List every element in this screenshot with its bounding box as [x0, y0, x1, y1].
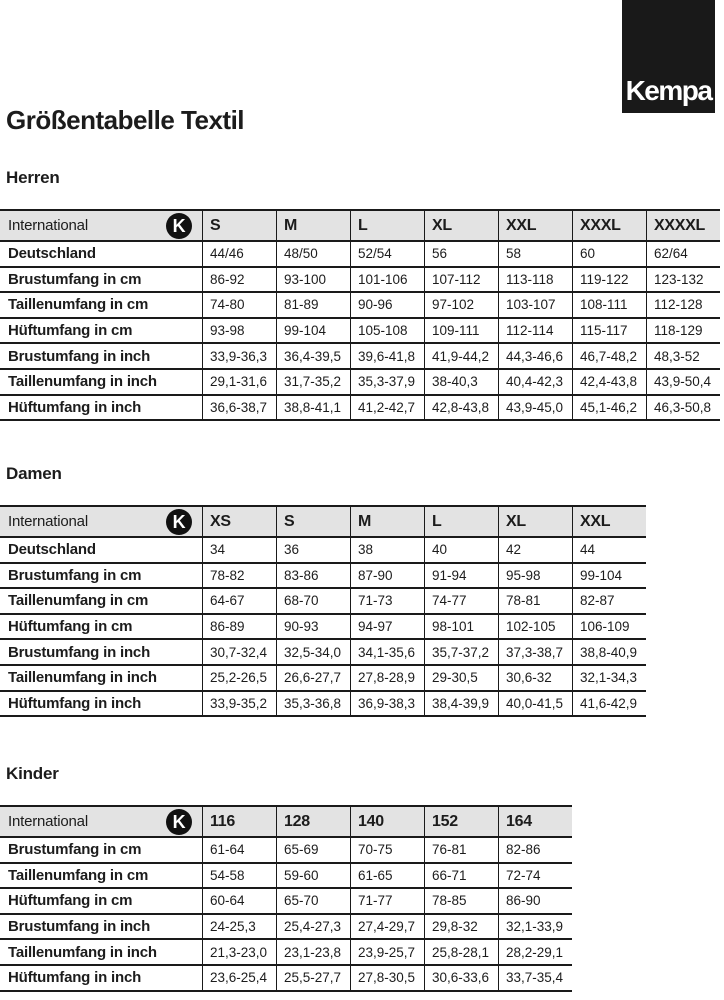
- corner-label: International: [8, 217, 88, 234]
- size-value-cell: 23,1-23,8: [276, 940, 350, 964]
- size-value-cell: 44/46: [202, 242, 276, 266]
- size-value-cell: 29,1-31,6: [202, 370, 276, 394]
- size-value-cell: 64-67: [202, 589, 276, 613]
- kempa-logo: [622, 0, 715, 113]
- size-value-cell: 56: [424, 242, 498, 266]
- size-table: [0, 209, 720, 421]
- size-value-cell: 46,7-48,2: [572, 344, 646, 368]
- size-column-header: L: [350, 211, 424, 240]
- size-column-header: M: [350, 507, 424, 536]
- size-value-cell: 78-85: [424, 889, 498, 913]
- size-column-header: XXXXL: [646, 211, 720, 240]
- size-value-cell: 99-104: [276, 319, 350, 343]
- size-value-cell: 107-112: [424, 268, 498, 292]
- table-row: [0, 564, 646, 590]
- size-value-cell: 41,2-42,7: [350, 396, 424, 420]
- size-value-cell: 71-77: [350, 889, 424, 913]
- row-label: Hüftumfang in inch: [8, 398, 142, 416]
- row-label: Hüftumfang in inch: [8, 969, 142, 987]
- size-value-cell: 65-70: [276, 889, 350, 913]
- table-row: [0, 370, 720, 396]
- size-value-cell: 40: [424, 538, 498, 562]
- section-heading: Kinder: [6, 764, 59, 783]
- size-value-cell: 25,2-26,5: [202, 666, 276, 690]
- kempa-k-badge-icon: K: [166, 809, 192, 835]
- size-table: [0, 805, 572, 992]
- table-row: [0, 640, 646, 666]
- row-label: Hüftumfang in cm: [8, 618, 133, 636]
- size-value-cell: 35,3-36,8: [276, 692, 350, 716]
- row-label: Taillenumfang in inch: [8, 943, 157, 961]
- size-value-cell: 42,8-43,8: [424, 396, 498, 420]
- size-value-cell: 44,3-46,6: [498, 344, 572, 368]
- size-value-cell: 44: [572, 538, 646, 562]
- row-label: Deutschland: [8, 245, 96, 263]
- size-column-header: XS: [202, 507, 276, 536]
- size-value-cell: 41,9-44,2: [424, 344, 498, 368]
- size-value-cell: 36,6-38,7: [202, 396, 276, 420]
- table-row: [0, 344, 720, 370]
- size-value-cell: 81-89: [276, 293, 350, 317]
- table-header-row: [0, 507, 646, 538]
- size-column-header: 116: [202, 807, 276, 836]
- table-header-row: [0, 807, 572, 838]
- size-value-cell: 74-80: [202, 293, 276, 317]
- size-value-cell: 106-109: [572, 615, 646, 639]
- size-column-header: XXL: [572, 507, 646, 536]
- size-value-cell: 30,6-33,6: [424, 966, 498, 990]
- size-value-cell: 32,1-34,3: [572, 666, 646, 690]
- size-value-cell: 83-86: [276, 564, 350, 588]
- size-value-cell: 101-106: [350, 268, 424, 292]
- size-value-cell: 25,5-27,7: [276, 966, 350, 990]
- row-label: Taillenumfang in inch: [8, 669, 157, 687]
- table-row: [0, 319, 720, 345]
- size-column-header: 140: [350, 807, 424, 836]
- table-row: [0, 396, 720, 422]
- row-label: Hüftumfang in inch: [8, 694, 142, 712]
- size-value-cell: 30,6-32: [498, 666, 572, 690]
- size-column-header: XL: [424, 211, 498, 240]
- size-value-cell: 38,8-40,9: [572, 640, 646, 664]
- size-value-cell: 40,4-42,3: [498, 370, 572, 394]
- table-row: [0, 838, 572, 864]
- size-value-cell: 65-69: [276, 838, 350, 862]
- size-value-cell: 61-64: [202, 838, 276, 862]
- table-row: [0, 889, 572, 915]
- row-label: Brustumfang in cm: [8, 270, 142, 288]
- size-value-cell: 86-90: [498, 889, 572, 913]
- size-value-cell: 60: [572, 242, 646, 266]
- size-value-cell: 82-86: [498, 838, 572, 862]
- size-value-cell: 93-98: [202, 319, 276, 343]
- corner-cell: [0, 211, 202, 240]
- row-label: Brustumfang in inch: [8, 918, 151, 936]
- size-value-cell: 71-73: [350, 589, 424, 613]
- size-value-cell: 62/64: [646, 242, 720, 266]
- corner-cell: [0, 507, 202, 536]
- table-row: [0, 615, 646, 641]
- section-kinder: [0, 764, 572, 992]
- size-value-cell: 66-71: [424, 864, 498, 888]
- size-value-cell: 21,3-23,0: [202, 940, 276, 964]
- page-title: Größentabelle Textil: [6, 105, 245, 135]
- size-value-cell: 30,7-32,4: [202, 640, 276, 664]
- table-row: [0, 242, 720, 268]
- size-value-cell: 91-94: [424, 564, 498, 588]
- table-header-row: [0, 211, 720, 242]
- section-heading: Herren: [6, 168, 60, 187]
- size-value-cell: 32,5-34,0: [276, 640, 350, 664]
- table-row: [0, 940, 572, 966]
- table-row: [0, 864, 572, 890]
- size-value-cell: 76-81: [424, 838, 498, 862]
- size-value-cell: 78-82: [202, 564, 276, 588]
- size-value-cell: 35,3-37,9: [350, 370, 424, 394]
- size-value-cell: 54-58: [202, 864, 276, 888]
- size-value-cell: 33,9-35,2: [202, 692, 276, 716]
- size-value-cell: 87-90: [350, 564, 424, 588]
- corner-label: International: [8, 813, 88, 830]
- table-row: [0, 538, 646, 564]
- size-value-cell: 36,9-38,3: [350, 692, 424, 716]
- kempa-k-badge-icon: K: [166, 509, 192, 535]
- section-herren: [0, 168, 720, 421]
- size-value-cell: 25,4-27,3: [276, 915, 350, 939]
- size-value-cell: 38-40,3: [424, 370, 498, 394]
- size-value-cell: 82-87: [572, 589, 646, 613]
- size-column-header: 128: [276, 807, 350, 836]
- row-label: Taillenumfang in inch: [8, 373, 157, 391]
- row-label: Taillenumfang in cm: [8, 592, 149, 610]
- size-value-cell: 105-108: [350, 319, 424, 343]
- size-column-header: L: [424, 507, 498, 536]
- size-value-cell: 109-111: [424, 319, 498, 343]
- size-value-cell: 112-128: [646, 293, 720, 317]
- size-value-cell: 60-64: [202, 889, 276, 913]
- size-value-cell: 78-81: [498, 589, 572, 613]
- size-value-cell: 46,3-50,8: [646, 396, 720, 420]
- size-value-cell: 45,1-46,2: [572, 396, 646, 420]
- size-value-cell: 36,4-39,5: [276, 344, 350, 368]
- corner-cell: [0, 807, 202, 836]
- size-value-cell: 59-60: [276, 864, 350, 888]
- size-value-cell: 108-111: [572, 293, 646, 317]
- size-column-header: XL: [498, 507, 572, 536]
- size-value-cell: 27,8-30,5: [350, 966, 424, 990]
- size-column-header: S: [202, 211, 276, 240]
- size-value-cell: 43,9-50,4: [646, 370, 720, 394]
- table-row: [0, 692, 646, 718]
- size-value-cell: 86-92: [202, 268, 276, 292]
- table-row: [0, 966, 572, 992]
- size-value-cell: 98-101: [424, 615, 498, 639]
- size-value-cell: 23,6-25,4: [202, 966, 276, 990]
- size-value-cell: 95-98: [498, 564, 572, 588]
- size-value-cell: 37,3-38,7: [498, 640, 572, 664]
- size-value-cell: 38: [350, 538, 424, 562]
- table-row: [0, 915, 572, 941]
- kempa-logo-text: Kempa: [625, 75, 712, 106]
- row-label: Taillenumfang in cm: [8, 296, 149, 314]
- size-value-cell: 26,6-27,7: [276, 666, 350, 690]
- table-row: [0, 589, 646, 615]
- size-value-cell: 42: [498, 538, 572, 562]
- size-value-cell: 72-74: [498, 864, 572, 888]
- size-value-cell: 119-122: [572, 268, 646, 292]
- size-value-cell: 42,4-43,8: [572, 370, 646, 394]
- size-column-header: M: [276, 211, 350, 240]
- size-value-cell: 34: [202, 538, 276, 562]
- size-value-cell: 27,8-28,9: [350, 666, 424, 690]
- row-label: Hüftumfang in cm: [8, 322, 133, 340]
- size-table: [0, 505, 646, 717]
- size-value-cell: 29-30,5: [424, 666, 498, 690]
- row-label: Hüftumfang in cm: [8, 892, 133, 910]
- size-value-cell: 90-96: [350, 293, 424, 317]
- size-value-cell: 34,1-35,6: [350, 640, 424, 664]
- row-label: Brustumfang in cm: [8, 566, 142, 584]
- size-value-cell: 31,7-35,2: [276, 370, 350, 394]
- table-row: [0, 268, 720, 294]
- size-value-cell: 27,4-29,7: [350, 915, 424, 939]
- size-value-cell: 112-114: [498, 319, 572, 343]
- size-value-cell: 38,8-41,1: [276, 396, 350, 420]
- size-value-cell: 48/50: [276, 242, 350, 266]
- section-damen: [0, 464, 646, 717]
- size-value-cell: 38,4-39,9: [424, 692, 498, 716]
- size-value-cell: 123-132: [646, 268, 720, 292]
- size-value-cell: 70-75: [350, 838, 424, 862]
- size-value-cell: 36: [276, 538, 350, 562]
- size-value-cell: 25,8-28,1: [424, 940, 498, 964]
- size-value-cell: 43,9-45,0: [498, 396, 572, 420]
- size-value-cell: 29,8-32: [424, 915, 498, 939]
- size-value-cell: 103-107: [498, 293, 572, 317]
- size-value-cell: 118-129: [646, 319, 720, 343]
- size-column-header: 164: [498, 807, 572, 836]
- size-value-cell: 102-105: [498, 615, 572, 639]
- size-column-header: XXXL: [572, 211, 646, 240]
- section-heading: Damen: [6, 464, 62, 483]
- size-column-header: S: [276, 507, 350, 536]
- table-row: [0, 293, 720, 319]
- size-value-cell: 48,3-52: [646, 344, 720, 368]
- row-label: Deutschland: [8, 541, 96, 559]
- size-value-cell: 23,9-25,7: [350, 940, 424, 964]
- row-label: Taillenumfang in cm: [8, 866, 149, 884]
- size-value-cell: 58: [498, 242, 572, 266]
- size-value-cell: 61-65: [350, 864, 424, 888]
- row-label: Brustumfang in cm: [8, 841, 142, 859]
- size-value-cell: 74-77: [424, 589, 498, 613]
- size-value-cell: 93-100: [276, 268, 350, 292]
- size-value-cell: 97-102: [424, 293, 498, 317]
- size-value-cell: 94-97: [350, 615, 424, 639]
- size-value-cell: 39,6-41,8: [350, 344, 424, 368]
- size-value-cell: 68-70: [276, 589, 350, 613]
- kempa-k-badge-icon: K: [166, 213, 192, 239]
- size-value-cell: 41,6-42,9: [572, 692, 646, 716]
- table-row: [0, 666, 646, 692]
- size-value-cell: 113-118: [498, 268, 572, 292]
- size-value-cell: 52/54: [350, 242, 424, 266]
- size-value-cell: 40,0-41,5: [498, 692, 572, 716]
- size-value-cell: 24-25,3: [202, 915, 276, 939]
- size-value-cell: 35,7-37,2: [424, 640, 498, 664]
- size-value-cell: 28,2-29,1: [498, 940, 572, 964]
- size-value-cell: 99-104: [572, 564, 646, 588]
- size-value-cell: 32,1-33,9: [498, 915, 572, 939]
- size-value-cell: 33,7-35,4: [498, 966, 572, 990]
- size-value-cell: 90-93: [276, 615, 350, 639]
- size-value-cell: 86-89: [202, 615, 276, 639]
- size-column-header: 152: [424, 807, 498, 836]
- corner-label: International: [8, 513, 88, 530]
- size-value-cell: 33,9-36,3: [202, 344, 276, 368]
- row-label: Brustumfang in inch: [8, 643, 151, 661]
- size-value-cell: 115-117: [572, 319, 646, 343]
- row-label: Brustumfang in inch: [8, 347, 151, 365]
- size-column-header: XXL: [498, 211, 572, 240]
